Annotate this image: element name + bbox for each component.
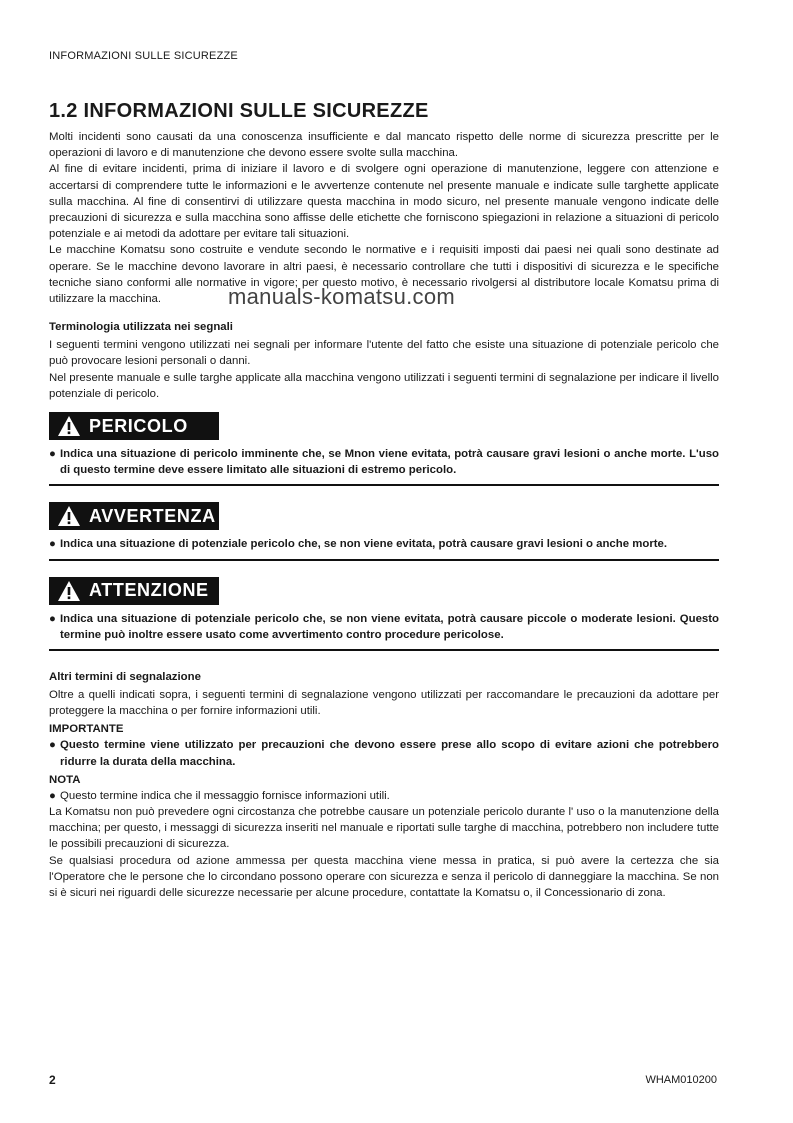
signal-label-warning [49,502,219,530]
note-text-content: Questo termine indica che il messaggio fornisce informazioni utili. [60,789,390,802]
note-text [49,788,719,804]
section-title: 1.2 INFORMAZIONI SULLE SICUREZZE [49,100,429,122]
signal-block-danger [49,412,719,486]
terminology-paragraph-1: I seguenti termini vengono utilizzati nei segnali per informare l'utente del fatto che esiste una situazione di potenziale pericolo che può provocare lesioni personali o danni. [49,339,719,368]
page-number: 2 [49,1073,56,1087]
note-label: NOTA [49,773,81,786]
signal-label-danger [49,412,219,440]
signal-label-text: PERICOLO [89,415,188,436]
important-label: IMPORTANTE [49,723,124,736]
signal-block-caution [49,577,719,651]
signal-label-text: AVVERTENZA [89,505,216,526]
document-code: WHAM010200 [645,1074,717,1086]
bullet-dot-icon: ● [49,448,56,461]
signal-description-warning [49,536,719,552]
important-text-content: Questo termine viene utilizzato per precauzioni che devono essere prese allo scopo di evitare azioni che potrebbero ridurre la durata della macchina. [60,739,719,768]
bullet-dot-icon: ● [49,538,56,551]
bullet-dot-icon: ● [49,789,56,802]
signal-divider [49,559,719,561]
warning-triangle-icon [57,505,81,527]
signal-block-warning [49,502,719,560]
bullet-dot-icon: ● [49,612,56,625]
terminology-heading: Terminologia utilizzata nei segnali [49,321,233,334]
signal-description-danger [49,446,719,478]
bullet-dot-icon: ● [49,739,56,752]
terminology-paragraph-2: Nel presente manuale e sulle targhe applicate alla macchina vengono utilizzati i seguenti termini di segnalazione per indicare il livello potenziale di pericolo. [49,371,719,400]
signal-description-text: Indica una situazione di potenziale pericolo che, se non viene evitata, potrà causare gravi lesioni o anche morte. [60,538,668,551]
signal-label-caution [49,577,219,605]
warning-triangle-icon [57,580,81,602]
signal-description-text: Indica una situazione di pericolo imminente che, se Mnon viene evitata, potrà causare gravi lesioni o anche morte. L'uso di questo termine deve essere limitato alle situazioni di estremo pericolo. [60,448,719,477]
signal-description-text: Indica una situazione di potenziale pericolo che, se non viene evitata, potrà causare piccole o moderate lesioni. Questo termine può inoltre essere usato come avvertimento contro procedure pericolose. [60,612,719,641]
warning-triangle-icon [57,415,81,437]
signal-label-text: ATTENZIONE [89,580,209,601]
page-content [49,100,719,901]
running-header: INFORMAZIONI SULLE SICUREZZE [49,50,238,62]
signal-description-caution [49,611,719,643]
closing-paragraph-2: Se qualsiasi procedura od azione ammessa per questa macchina viene messa in pratica, si può avere la certezza che sia l'Operatore che le persone che lo circondano possono operare con sicurezza e senza il pericolo di danneggiare la macchina. Se non si è sicuri nei riguardi delle sicurezze necessarie per alcune procedure, contattate la Komatsu o, il Concessionario di zona. [49,854,719,900]
watermark: manuals-komatsu.com [228,284,455,309]
signal-divider [49,484,719,486]
signal-divider [49,649,719,651]
other-terms-paragraph: Oltre a quelli indicati sopra, i seguenti termini di segnalazione vengono utilizzati per raccomandare le precauzioni da adottare per proteggere la macchina o per fornire informazioni utili. [49,689,719,718]
other-terms-heading: Altri termini di segnalazione [49,671,201,684]
intro-paragraph-3: Le macchine Komatsu sono costruite e vendute secondo le normative e i requisiti imposti dai paesi nei quali sono destinate ad operare. Se le macchine devono lavorare in altri paesi, è necessario controllare che tutti i dispositivi di sicurezza e le specifiche tecniche siano conformi alle normative in vigore; per questo motivo, è necessario rivolgersi al distributore locale Komatsu prima di utilizzare la macchina. [49,244,719,306]
intro-paragraph-2: Al fine di evitare incidenti, prima di iniziare il lavoro e di svolgere ogni operazione di manutenzione, leggere con attenzione e accertarsi di comprendere tutte le informazioni e le avvertenze contenute nel presente manuale e indicate sulle targhette applicate sulla macchina. Al fine di consentirvi di utilizzare questa macchina in modo sicuro, nel presente manuale vengono indicate delle precauzioni di sicurezza e sulla macchina sono affisse delle etichette che forniscono spiegazioni in relazione a situazioni di pericolo potenziale e ai metodi da adottare per evitare tali situazioni. [49,163,719,241]
intro-paragraph-1: Molti incidenti sono causati da una conoscenza insufficiente e dal mancato rispetto delle norme di sicurezza prescritte per le operazioni di lavoro e di manutenzione che devono essere svolte sulla macchina. [49,131,719,160]
closing-paragraph-1: La Komatsu non può prevedere ogni circostanza che potrebbe causare un potenziale pericolo durante l' uso o la manutenzione della macchina; per questo, i messaggi di sicurezza inseriti nel manuale e riportati sulle targhe di macchina, potrebbero non includere tutte le possibili precauzioni di sicurezza. [49,806,719,851]
important-text [49,737,719,769]
